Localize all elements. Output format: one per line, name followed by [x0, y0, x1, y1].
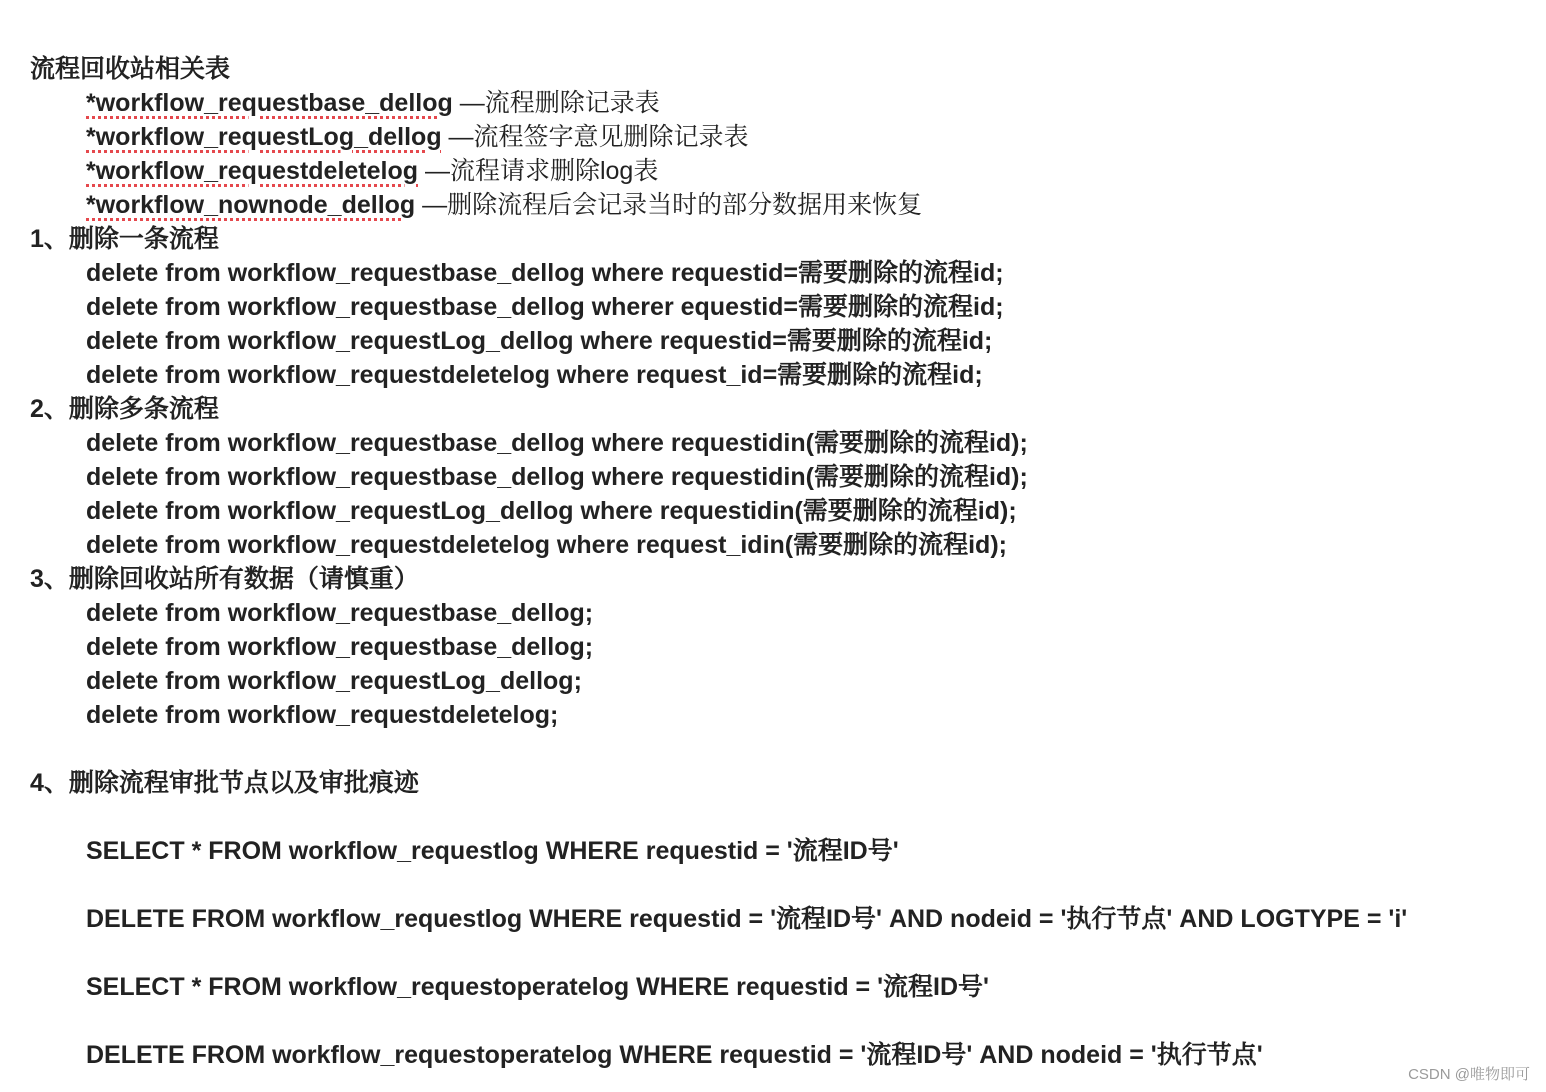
table-desc: —流程删除记录表: [452, 89, 660, 117]
sql-line: DELETE FROM workflow_requestoperatelog WHERE requestid = '流程ID号' AND nodeid = '执行节点': [86, 1041, 1263, 1069]
section-heading-1: 1、删除一条流程: [30, 225, 219, 253]
table-item: [30, 86, 1536, 120]
table-item: [30, 120, 1536, 154]
spacer: [30, 1004, 1536, 1038]
sql-line: delete from workflow_requestbase_dellog;: [86, 599, 594, 627]
sql-line: delete from workflow_requestdeletelog where request_idin(需要删除的流程id);: [86, 531, 1007, 559]
sql-line: delete from workflow_requestLog_dellog;: [86, 667, 582, 695]
document-body: [30, 52, 1536, 1072]
sql-line: delete from workflow_requestbase_dellog where requestid=需要删除的流程id;: [86, 259, 1004, 287]
sql-line: delete from workflow_requestdeletelog where request_id=需要删除的流程id;: [86, 361, 983, 389]
table-name: *workflow_requestbase_dellog: [86, 89, 453, 117]
table-item: [30, 188, 1536, 222]
sql-line: SELECT * FROM workflow_requestlog WHERE requestid = '流程ID号': [86, 837, 899, 865]
sql-line: delete from workflow_requestbase_dellog where requestidin(需要删除的流程id);: [86, 463, 1028, 491]
sql-line: delete from workflow_requestbase_dellog;: [86, 633, 594, 661]
sql-line: SELECT * FROM workflow_requestoperatelog WHERE requestid = '流程ID号': [86, 973, 989, 1001]
table-desc: —流程签字意见删除记录表: [441, 123, 749, 151]
doc-title: 流程回收站相关表: [30, 55, 231, 83]
section-heading-2: 2、删除多条流程: [30, 395, 219, 423]
sql-line: delete from workflow_requestdeletelog;: [86, 701, 559, 729]
spacer: [30, 868, 1536, 902]
spacer: [30, 732, 1536, 766]
sql-line: delete from workflow_requestLog_dellog where requestidin(需要删除的流程id);: [86, 497, 1017, 525]
section-heading-3: 3、删除回收站所有数据（请慎重）: [30, 565, 419, 593]
spacer: [30, 936, 1536, 970]
table-desc: —流程请求删除log表: [418, 157, 659, 185]
spacer: [30, 800, 1536, 834]
table-name: *workflow_requestLog_dellog: [86, 123, 442, 151]
table-item: [30, 154, 1536, 188]
watermark: CSDN @唯物即可: [1408, 1066, 1530, 1083]
section-heading-4: 4、删除流程审批节点以及审批痕迹: [30, 769, 419, 797]
sql-line: delete from workflow_requestLog_dellog where requestid=需要删除的流程id;: [86, 327, 993, 355]
table-name: *workflow_nownode_dellog: [86, 191, 416, 219]
sql-line: DELETE FROM workflow_requestlog WHERE requestid = '流程ID号' AND nodeid = '执行节点' AND LOGTYPE = 'i': [86, 905, 1408, 933]
sql-line: delete from workflow_requestbase_dellog wherer equestid=需要删除的流程id;: [86, 293, 1004, 321]
sql-line: delete from workflow_requestbase_dellog where requestidin(需要删除的流程id);: [86, 429, 1028, 457]
table-name: *workflow_requestdeletelog: [86, 157, 419, 185]
table-desc: —删除流程后会记录当时的部分数据用来恢复: [415, 191, 923, 219]
